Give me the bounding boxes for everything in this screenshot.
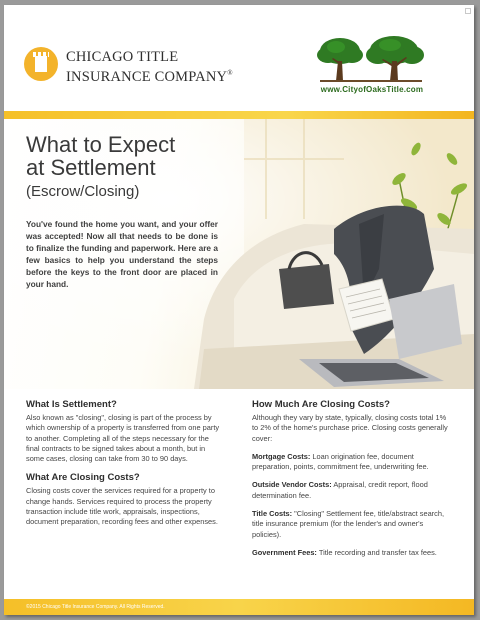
tower-emblem-icon (24, 47, 58, 81)
intro-paragraph: You've found the home you want, and your offer was accepted! Now all that needs to be done is to finalize the funding and paperwork. Here are a few basics to help you understand the steps before the keys to the front door are placed in your hand. (26, 219, 218, 289)
settlement-body: Also known as "closing", closing is part of the process by which ownership of a property is transferred from one party to another. Completing all of the steps necessary for the final contracts to be signed takes about a month, but in some cases, closing can take from 30 to 90 days. (26, 413, 220, 464)
cost-item-label: Mortgage Costs: (252, 451, 311, 461)
cost-item-mortgage (252, 452, 448, 473)
partner-url: www.CityofOaksTitle.com (320, 85, 424, 94)
chicago-title-logo (24, 45, 244, 85)
right-column (252, 399, 448, 566)
how-much-intro: Although they vary by state, typically, closing costs total 1% to 2% of the home's purchase price. Closing costs generally cover: (252, 413, 448, 443)
page-title (26, 133, 175, 179)
settlement-heading: What Is Settlement? (26, 399, 117, 410)
company-name-line1: CHICAGO TITLE (66, 49, 179, 65)
closing-costs-body: Closing costs cover the services required for a property to change hands. Services required to process the property transaction include title work, appraisals, inspections, document preparation, recording fees and other expenses. (26, 486, 218, 527)
title-line1: What to Expect (26, 132, 176, 157)
page-subtitle: (Escrow/Closing) (26, 183, 140, 200)
document-page (4, 5, 474, 615)
cost-item-text: Appraisal, credit report, flood determination fee. (252, 480, 428, 500)
cost-item-government (252, 548, 448, 558)
cost-item-text: Loan origination fee, document preparation, points, commitment fee, underwriting fee. (252, 451, 429, 472)
header-gold-bar (4, 111, 474, 119)
closing-costs-heading: What Are Closing Costs? (26, 472, 140, 484)
cost-item-label: Title Costs: (252, 509, 293, 519)
company-name-line2: INSURANCE COMPANY (66, 68, 228, 85)
cost-item-label: Outside Vendor Costs: (252, 480, 332, 490)
cost-item-title (252, 509, 448, 540)
title-line2: at Settlement (26, 155, 156, 180)
page-corner-mark (465, 8, 471, 14)
cost-item-text: "Closing" Settlement fee, title/abstract search, title insurance premium (for the lender's and owner's policies). (252, 509, 445, 539)
oak-trees-icon (316, 35, 426, 83)
left-column (26, 399, 222, 536)
cost-item-vendor (252, 480, 448, 501)
cost-item-label: Government Fees: (252, 547, 317, 557)
company-name: CHICAGO TITLE INSURANCE COMPANY® (66, 49, 233, 85)
copyright-notice: ©2015 Chicago Title Insurance Company. All Rights Reserved. (26, 604, 165, 610)
city-of-oaks-logo (302, 35, 442, 99)
cost-item-text: Title recording and transfer tax fees. (316, 547, 437, 557)
how-much-heading: How Much Are Closing Costs? (252, 399, 390, 410)
